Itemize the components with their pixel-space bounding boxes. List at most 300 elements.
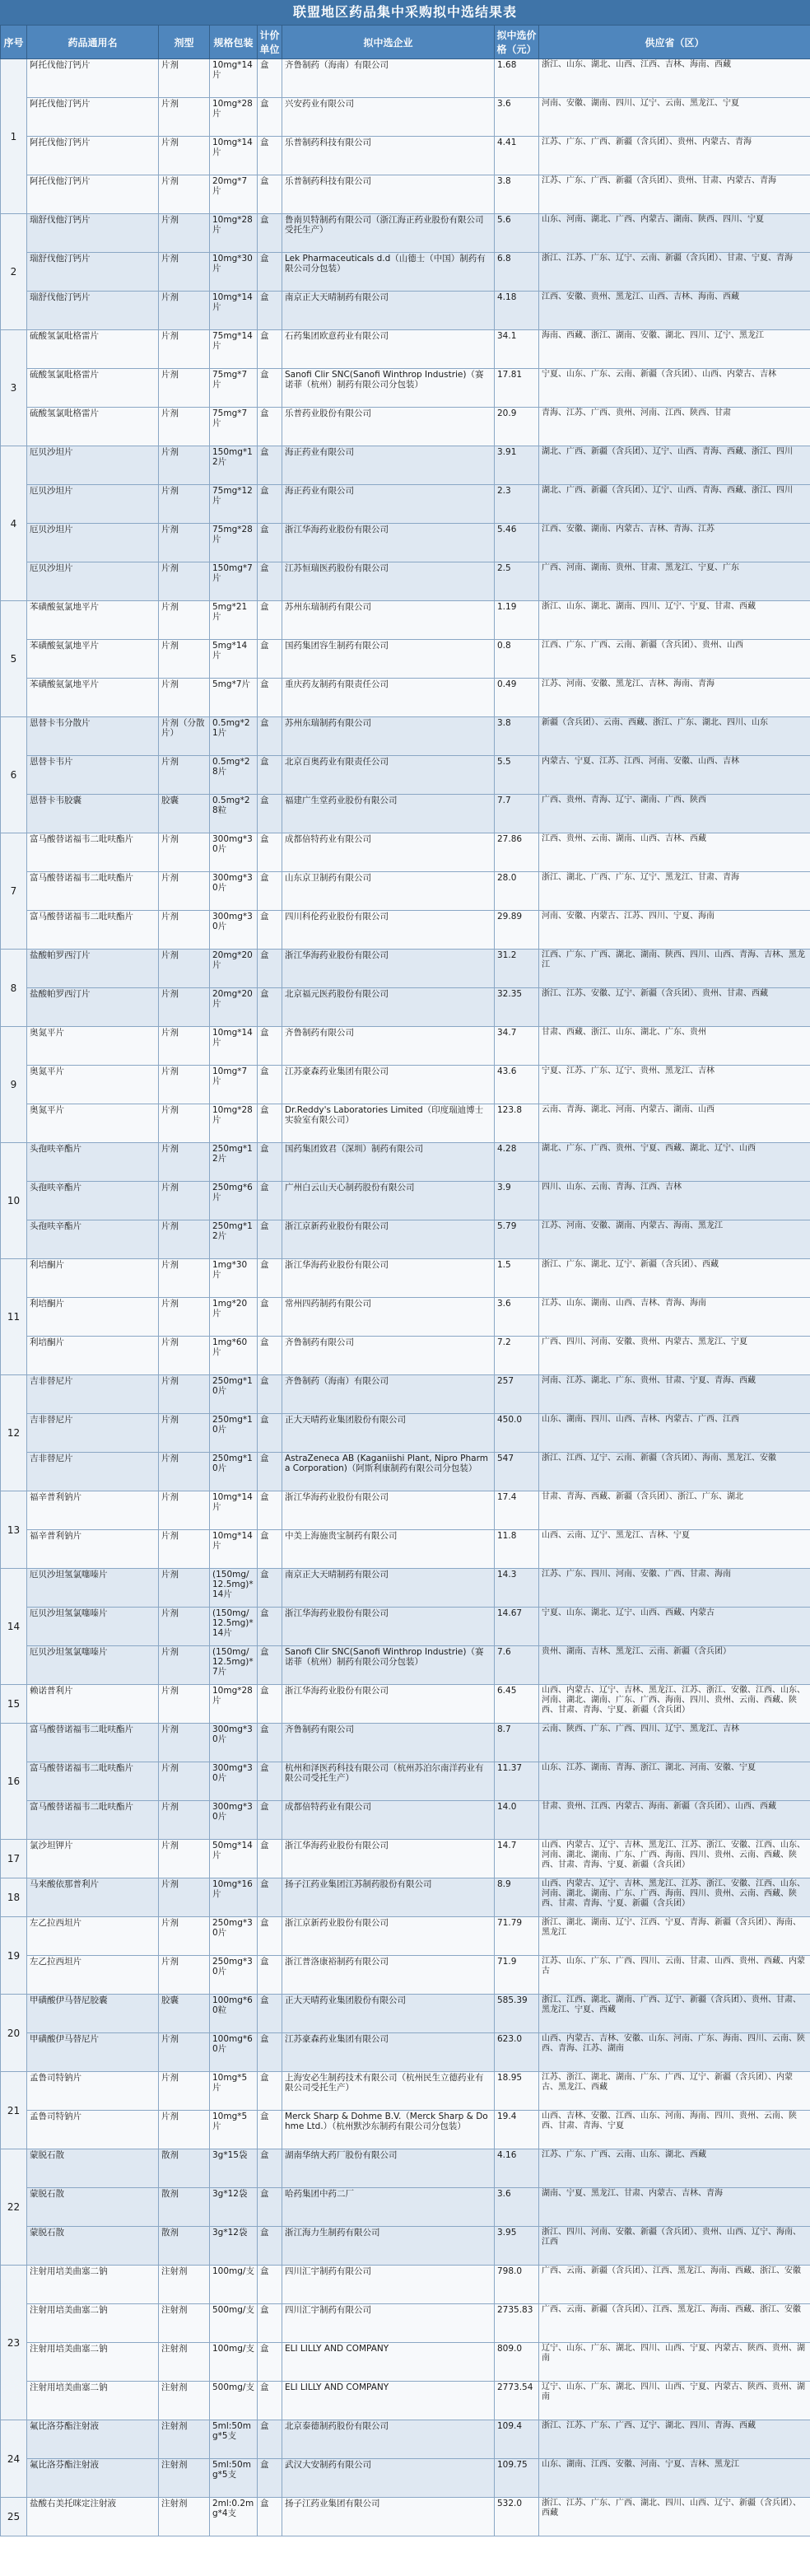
drug-name-cell: 孟鲁司特钠片 [27,2111,159,2149]
form-cell: 片剂 [159,1646,210,1685]
header-price: 拟中选价格（元） [495,26,539,59]
price-cell: 123.8 [495,1104,539,1143]
company-cell: 成都倍特药业有限公司 [282,833,495,872]
area-cell: 辽宁、山东、广东、湖北、四川、山西、宁夏、内蒙古、陕西、贵州、湖南 [539,2382,810,2420]
price-cell: 809.0 [495,2343,539,2382]
unit-cell: 盒 [258,1917,282,1956]
table-row [1,1840,810,1878]
company-cell: 杭州和泽医药科技有限公司（杭州苏泊尔南洋药业有限公司受托生产） [282,1762,495,1801]
area-cell: 浙江、湖北、湖南、辽宁、江西、宁夏、青海、新疆（含兵团）、海南、黑龙江 [539,1917,810,1956]
form-cell: 片剂 [159,1259,210,1298]
company-cell: 乐普制药科技有限公司 [282,137,495,175]
unit-cell: 盒 [258,330,282,369]
area-cell: 内蒙古、宁夏、江苏、江西、河南、安徽、山西、吉林 [539,756,810,795]
form-cell: 片剂 [159,1143,210,1182]
price-cell: 32.35 [495,988,539,1027]
area-cell: 江西、贵州、云南、湖南、山西、吉林、西藏 [539,833,810,872]
unit-cell: 盒 [258,2072,282,2111]
document-title: 联盟地区药品集中采购拟中选结果表 [0,0,810,25]
price-cell: 0.8 [495,640,539,679]
form-cell: 片剂 [159,562,210,601]
unit-cell: 盒 [258,1956,282,1995]
table-row [1,1182,810,1220]
company-cell: 浙江普洛康裕制药有限公司 [282,1956,495,1995]
group-number-cell: 19 [1,1917,27,1995]
area-cell: 山西、内蒙古、辽宁、吉林、黑龙江、江苏、浙江、安徽、江西、山东、河南、湖北、湖南、广东、广西、海南、四川、贵州、云南、西藏、陕西、甘肃、青海、宁夏、新疆（含兵团） [539,1878,810,1917]
spec-cell: 150mg*7片 [210,562,258,601]
form-cell: 片剂 [159,1375,210,1414]
form-cell: 注射剂 [159,2304,210,2343]
unit-cell: 盒 [258,2111,282,2149]
form-cell: 片剂 [159,1762,210,1801]
company-cell: 江苏恒瑞医药股份有限公司 [282,562,495,601]
unit-cell: 盒 [258,524,282,562]
price-cell: 8.9 [495,1878,539,1917]
table-row [1,214,810,253]
price-cell: 71.9 [495,1956,539,1995]
price-cell: 3.95 [495,2227,539,2266]
price-cell: 5.79 [495,1220,539,1259]
form-cell: 片剂 [159,1724,210,1762]
group-number-cell: 1 [1,59,27,214]
form-cell: 片剂 [159,1104,210,1143]
area-cell: 江西、安徽、湖南、内蒙古、吉林、青海、江苏 [539,524,810,562]
drug-name-cell: 盐酸帕罗西汀片 [27,950,159,988]
price-cell: 34.1 [495,330,539,369]
spec-cell: 10mg*30片 [210,253,258,292]
form-cell: 片剂 [159,214,210,253]
form-cell: 片剂 [159,2072,210,2111]
area-cell: 山西、内蒙古、辽宁、吉林、黑龙江、江苏、浙江、安徽、江西、山东、河南、湖北、湖南、广东、广西、海南、四川、贵州、云南、西藏、陕西、甘肃、青海、宁夏、新疆（含兵团） [539,1840,810,1878]
table-row [1,1995,810,2033]
drug-name-cell: 盐酸帕罗西汀片 [27,988,159,1027]
drug-name-cell: 蒙脱石散 [27,2149,159,2188]
price-cell: 7.7 [495,795,539,833]
area-cell: 江苏、山东、湖南、山西、吉林、青海、海南 [539,1298,810,1337]
company-cell: 齐鲁制药有限公司 [282,1337,495,1375]
header-area: 供应省（区） [539,26,810,59]
drug-name-cell: 阿托伐他汀钙片 [27,175,159,214]
drug-name-cell: 厄贝沙坦氢氯噻嗪片 [27,1608,159,1646]
drug-name-cell: 厄贝沙坦氢氯噻嗪片 [27,1569,159,1608]
company-cell: 上海安必生制药技术有限公司（杭州民生立德药业有限公司受托生产） [282,2072,495,2111]
price-cell: 3.6 [495,98,539,137]
area-cell: 湖北、广东、广西、贵州、宁夏、西藏、湖北、辽宁、山西 [539,1143,810,1182]
group-number-cell: 5 [1,601,27,717]
table-row [1,1956,810,1995]
unit-cell: 盒 [258,2343,282,2382]
company-cell: 齐鲁制药有限公司 [282,1724,495,1762]
spec-cell: 100mg/支 [210,2343,258,2382]
group-number-cell: 24 [1,2420,27,2498]
spec-cell: 75mg*14片 [210,330,258,369]
company-cell: 国药集团致君（深圳）制药有限公司 [282,1143,495,1182]
unit-cell: 盒 [258,1801,282,1840]
unit-cell: 盒 [258,1259,282,1298]
spec-cell: 10mg*7片 [210,1066,258,1104]
spec-cell: 3g*15袋 [210,2149,258,2188]
spec-cell: 1mg*20片 [210,1298,258,1337]
price-cell: 14.3 [495,1569,539,1608]
spec-cell: 5mg*7片 [210,679,258,717]
table-row [1,2382,810,2420]
group-number-cell: 4 [1,446,27,601]
form-cell: 散剂 [159,2149,210,2188]
area-cell: 广西、云南、新疆（含兵团）、江西、黑龙江、海南、西藏、浙江、安徽 [539,2266,810,2304]
drug-name-cell: 利培酮片 [27,1259,159,1298]
company-cell: 苏州东瑞制药有限公司 [282,601,495,640]
company-cell: 哈药集团中药二厂 [282,2188,495,2227]
area-cell: 甘肃、贵州、江西、内蒙古、海南、新疆（含兵团）、山西、西藏 [539,1801,810,1840]
drug-name-cell: 奥氮平片 [27,1066,159,1104]
price-cell: 5.46 [495,524,539,562]
price-cell: 19.4 [495,2111,539,2149]
table-row [1,1917,810,1956]
company-cell: AstraZeneca AB (Kaganiishi Plant, Nipro Pharma Corporation)（阿斯利康制药有限公司分包装） [282,1453,495,1491]
spec-cell: 250mg*6片 [210,1182,258,1220]
area-cell: 甘肃、西藏、浙江、山东、湖北、广东、贵州 [539,1027,810,1066]
company-cell: 正大天晴药业集团股份有限公司 [282,1414,495,1453]
price-cell: 2735.83 [495,2304,539,2343]
price-cell: 5.6 [495,214,539,253]
spec-cell: 75mg*28片 [210,524,258,562]
company-cell: 重庆药友制药有限责任公司 [282,679,495,717]
spec-cell: 2ml:0.2mg*4支 [210,2498,258,2536]
area-cell: 山西、云南、辽宁、黑龙江、吉林、宁夏 [539,1530,810,1569]
unit-cell: 盒 [258,988,282,1027]
area-cell: 浙江、江西、湖北、湖南、广西、辽宁、新疆（含兵团）、贵州、甘肃、黑龙江、宁夏、西藏 [539,1995,810,2033]
form-cell: 片剂 [159,679,210,717]
table-row [1,330,810,369]
spec-cell: 300mg*30片 [210,1724,258,1762]
table-row [1,369,810,408]
drug-name-cell: 氟比洛芬酯注射液 [27,2420,159,2459]
area-cell: 浙江、广东、湖北、辽宁、新疆（含兵团）、西藏 [539,1259,810,1298]
area-cell: 江苏、广东、四川、河南、安徽、广西、甘肃、海南 [539,1569,810,1608]
drug-name-cell: 富马酸替诺福韦二吡呋酯片 [27,1762,159,1801]
table-row [1,2420,810,2459]
area-cell: 江西、广东、广西、云南、新疆（含兵团）、贵州、山西 [539,640,810,679]
unit-cell: 盒 [258,2498,282,2536]
company-cell: 四川汇宇制药有限公司 [282,2304,495,2343]
table-row [1,524,810,562]
form-cell: 注射剂 [159,2459,210,2498]
results-table [0,25,810,2536]
spec-cell: 75mg*7片 [210,369,258,408]
header-drug-name: 药品通用名 [27,26,159,59]
drug-name-cell: 盐酸右美托咪定注射液 [27,2498,159,2536]
drug-name-cell: 阿托伐他汀钙片 [27,98,159,137]
price-cell: 27.86 [495,833,539,872]
price-cell: 3.6 [495,2188,539,2227]
drug-name-cell: 蒙脱石散 [27,2188,159,2227]
drug-name-cell: 马来酸依那普利片 [27,1878,159,1917]
table-row [1,1569,810,1608]
form-cell: 注射剂 [159,2420,210,2459]
price-cell: 3.6 [495,1298,539,1337]
spec-cell: 75mg*7片 [210,408,258,446]
spec-cell: 300mg*30片 [210,1762,258,1801]
price-cell: 71.79 [495,1917,539,1956]
form-cell: 片剂 [159,1569,210,1608]
table-row [1,1724,810,1762]
unit-cell: 盒 [258,2382,282,2420]
table-row [1,1801,810,1840]
spec-cell: 10mg*14片 [210,137,258,175]
area-cell: 浙江、江苏、安徽、辽宁、新疆（含兵团）、贵州、甘肃、西藏 [539,988,810,1027]
company-cell: Sanofi Clir SNC(Sanofi Winthrop Industrie)（赛诺菲（杭州）制药有限公司分包装） [282,369,495,408]
group-number-cell: 7 [1,833,27,950]
drug-name-cell: 左乙拉西坦片 [27,1956,159,1995]
table-row [1,2072,810,2111]
company-cell: 成都倍特药业有限公司 [282,1801,495,1840]
spec-cell: 250mg*10片 [210,1375,258,1414]
price-cell: 0.49 [495,679,539,717]
unit-cell: 盒 [258,1220,282,1259]
price-cell: 798.0 [495,2266,539,2304]
unit-cell: 盒 [258,98,282,137]
drug-name-cell: 氯沙坦钾片 [27,1840,159,1878]
form-cell: 注射剂 [159,2343,210,2382]
form-cell: 片剂 [159,2111,210,2149]
unit-cell: 盒 [258,2304,282,2343]
form-cell: 片剂 [159,1685,210,1724]
area-cell: 贵州、湖南、吉林、黑龙江、云南、新疆（含兵团） [539,1646,810,1685]
table-row [1,1259,810,1298]
price-cell: 3.8 [495,717,539,756]
area-cell: 山西、内蒙古、吉林、安徽、山东、河南、广东、海南、四川、云南、陕西、青海、江苏、湖南 [539,2033,810,2072]
spec-cell: 10mg*28片 [210,214,258,253]
unit-cell: 盒 [258,679,282,717]
form-cell: 片剂 [159,2033,210,2072]
drug-name-cell: 富马酸替诺福韦二吡呋酯片 [27,872,159,911]
price-cell: 257 [495,1375,539,1414]
header-no: 序号 [1,26,27,59]
area-cell: 云南、陕西、广东、广西、四川、辽宁、黑龙江、吉林 [539,1724,810,1762]
area-cell: 浙江、湖北、广西、广东、辽宁、黑龙江、甘肃、青海 [539,872,810,911]
drug-name-cell: 苯磺酸氨氯地平片 [27,601,159,640]
drug-name-cell: 赖诺普利片 [27,1685,159,1724]
unit-cell: 盒 [258,833,282,872]
form-cell: 片剂 [159,1878,210,1917]
company-cell: ELI LILLY AND COMPANY [282,2382,495,2420]
drug-name-cell: 奥氮平片 [27,1027,159,1066]
drug-name-cell: 瑞舒伐他汀钙片 [27,253,159,292]
unit-cell: 盒 [258,640,282,679]
form-cell: 片剂 [159,1801,210,1840]
unit-cell: 盒 [258,717,282,756]
form-cell: 片剂 [159,59,210,98]
area-cell: 新疆（含兵团）、云南、西藏、浙江、广东、湖北、四川、山东 [539,717,810,756]
drug-name-cell: 苯磺酸氨氯地平片 [27,640,159,679]
company-cell: 浙江京新药业股份有限公司 [282,1220,495,1259]
spec-cell: 5ml:50mg*5支 [210,2459,258,2498]
spec-cell: 20mg*7片 [210,175,258,214]
table-row [1,2304,810,2343]
table-row [1,1027,810,1066]
area-cell: 广西、云南、新疆（含兵团）、江西、黑龙江、海南、西藏、浙江、安徽 [539,2304,810,2343]
table-row [1,2498,810,2536]
price-cell: 1.5 [495,1259,539,1298]
table-row [1,1453,810,1491]
company-cell: 四川科伦药业股份有限公司 [282,911,495,950]
company-cell: 山东京卫制药有限公司 [282,872,495,911]
company-cell: 兴安药业有限公司 [282,98,495,137]
form-cell: 片剂 [159,1298,210,1337]
area-cell: 山西、内蒙古、辽宁、吉林、黑龙江、江苏、浙江、安徽、江西、山东、河南、湖北、湖南、广东、广西、海南、四川、贵州、云南、西藏、陕西、甘肃、青海、宁夏、新疆（含兵团） [539,1685,810,1724]
area-cell: 宁夏、山东、湖北、辽宁、山西、西藏、内蒙古 [539,1608,810,1646]
form-cell: 片剂 [159,1414,210,1453]
unit-cell: 盒 [258,1724,282,1762]
drug-name-cell: 孟鲁司特钠片 [27,2072,159,2111]
drug-name-cell: 注射用培美曲塞二钠 [27,2382,159,2420]
spec-cell: 100mg/支 [210,2266,258,2304]
unit-cell: 盒 [258,446,282,485]
drug-name-cell: 富马酸替诺福韦二吡呋酯片 [27,1801,159,1840]
price-cell: 31.2 [495,950,539,988]
price-cell: 547 [495,1453,539,1491]
company-cell: 乐普制药科技有限公司 [282,175,495,214]
table-row [1,795,810,833]
area-cell: 四川、山东、云南、青海、江西、吉林 [539,1182,810,1220]
unit-cell: 盒 [258,137,282,175]
table-row [1,137,810,175]
spec-cell: 10mg*14片 [210,59,258,98]
drug-name-cell: 瑞舒伐他汀钙片 [27,214,159,253]
company-cell: 扬子江药业集团有限公司 [282,2498,495,2536]
company-cell: 海正药业有限公司 [282,485,495,524]
spec-cell: 250mg*30片 [210,1956,258,1995]
table-row [1,756,810,795]
spec-cell: 500mg/支 [210,2382,258,2420]
table-row [1,1685,810,1724]
area-cell: 浙江、江苏、广东、广西、湖北、四川、山西、辽宁、新疆（含兵团）、西藏 [539,2498,810,2536]
unit-cell: 盒 [258,1685,282,1724]
form-cell: 片剂 [159,175,210,214]
price-cell: 532.0 [495,2498,539,2536]
group-number-cell: 14 [1,1569,27,1685]
drug-name-cell: 利培酮片 [27,1337,159,1375]
table-row [1,253,810,292]
form-cell: 注射剂 [159,2382,210,2420]
header-unit: 计价单位 [258,26,282,59]
form-cell: 注射剂 [159,2498,210,2536]
group-number-cell: 22 [1,2149,27,2266]
form-cell: 片剂 [159,408,210,446]
form-cell: 片剂 [159,911,210,950]
unit-cell: 盒 [258,2420,282,2459]
form-cell: 片剂 [159,330,210,369]
drug-name-cell: 阿托伐他汀钙片 [27,59,159,98]
price-cell: 6.8 [495,253,539,292]
area-cell: 浙江、山东、湖北、湖南、四川、辽宁、宁夏、甘肃、西藏 [539,601,810,640]
area-cell: 山西、吉林、安徽、江西、山东、河南、海南、四川、贵州、云南、陕西、甘肃、青海、宁夏 [539,2111,810,2149]
group-number-cell: 21 [1,2072,27,2149]
group-number-cell: 18 [1,1878,27,1917]
drug-name-cell: 恩替卡韦片 [27,756,159,795]
drug-name-cell: 福辛普利钠片 [27,1530,159,1569]
table-row [1,1646,810,1685]
form-cell: 注射剂 [159,2266,210,2304]
area-cell: 宁夏、山东、广东、云南、新疆（含兵团）、山西、内蒙古、吉林 [539,369,810,408]
spec-cell: 10mg*14片 [210,1530,258,1569]
table-row [1,717,810,756]
company-cell: Sanofi Clir SNC(Sanofi Winthrop Industrie)（赛诺菲（杭州）制药有限公司分包装） [282,1646,495,1685]
group-number-cell: 15 [1,1685,27,1724]
drug-name-cell: 厄贝沙坦片 [27,485,159,524]
unit-cell: 盒 [258,1143,282,1182]
price-cell: 29.89 [495,911,539,950]
unit-cell: 盒 [258,1066,282,1104]
table-row [1,1762,810,1801]
unit-cell: 盒 [258,1569,282,1608]
unit-cell: 盒 [258,2033,282,2072]
drug-name-cell: 注射用培美曲塞二钠 [27,2304,159,2343]
header-form: 剂型 [159,26,210,59]
company-cell: 齐鲁制药（海南）有限公司 [282,59,495,98]
unit-cell: 盒 [258,408,282,446]
unit-cell: 盒 [258,2266,282,2304]
unit-cell: 盒 [258,950,282,988]
unit-cell: 盒 [258,1762,282,1801]
group-number-cell: 23 [1,2266,27,2420]
table-row [1,1414,810,1453]
area-cell: 浙江、江苏、广东、广西、辽宁、湖北、四川、青海、西藏 [539,2420,810,2459]
company-cell: 四川汇宇制药有限公司 [282,2266,495,2304]
drug-name-cell: 厄贝沙坦片 [27,524,159,562]
drug-name-cell: 头孢呋辛酯片 [27,1143,159,1182]
spec-cell: 0.5mg*28片 [210,756,258,795]
spec-cell: 3g*12袋 [210,2227,258,2266]
spec-cell: 20mg*20片 [210,950,258,988]
spec-cell: 5ml:50mg*5支 [210,2420,258,2459]
unit-cell: 盒 [258,795,282,833]
spec-cell: 10mg*5片 [210,2111,258,2149]
spec-cell: 150mg*12片 [210,446,258,485]
form-cell: 片剂 [159,1530,210,1569]
company-cell: 广州白云山天心制药股份有限公司 [282,1182,495,1220]
drug-name-cell: 厄贝沙坦片 [27,446,159,485]
group-number-cell: 2 [1,214,27,330]
company-cell: Lek Pharmaceuticals d.d（山德士（中国）制药有限公司分包装） [282,253,495,292]
form-cell: 片剂 [159,756,210,795]
unit-cell: 盒 [258,1491,282,1530]
company-cell: 北京泰德制药股份有限公司 [282,2420,495,2459]
table-row [1,2227,810,2266]
company-cell: 齐鲁制药有限公司 [282,1027,495,1066]
price-cell: 6.45 [495,1685,539,1724]
spec-cell: 10mg*16片 [210,1878,258,1917]
spec-cell: 10mg*14片 [210,1491,258,1530]
form-cell: 胶囊 [159,1995,210,2033]
drug-name-cell: 蒙脱石散 [27,2227,159,2266]
unit-cell: 盒 [258,1530,282,1569]
company-cell: Dr.Reddy's Laboratories Limited（印度瑞迪博士实验室有限公司） [282,1104,495,1143]
table-row [1,485,810,524]
area-cell: 青海、江苏、广西、贵州、河南、江西、陕西、甘肃 [539,408,810,446]
company-cell: 南京正大天晴制药有限公司 [282,292,495,330]
company-cell: 浙江京新药业股份有限公司 [282,1917,495,1956]
unit-cell: 盒 [258,1646,282,1685]
form-cell: 片剂（分散片） [159,717,210,756]
form-cell: 片剂 [159,98,210,137]
drug-name-cell: 恩替卡韦分散片 [27,717,159,756]
price-cell: 450.0 [495,1414,539,1453]
area-cell: 云南、青海、湖北、河南、内蒙古、湖南、山西 [539,1104,810,1143]
area-cell: 河南、安徽、内蒙古、江苏、四川、宁夏、海南 [539,911,810,950]
drug-name-cell: 左乙拉西坦片 [27,1917,159,1956]
spec-cell: 300mg*30片 [210,911,258,950]
